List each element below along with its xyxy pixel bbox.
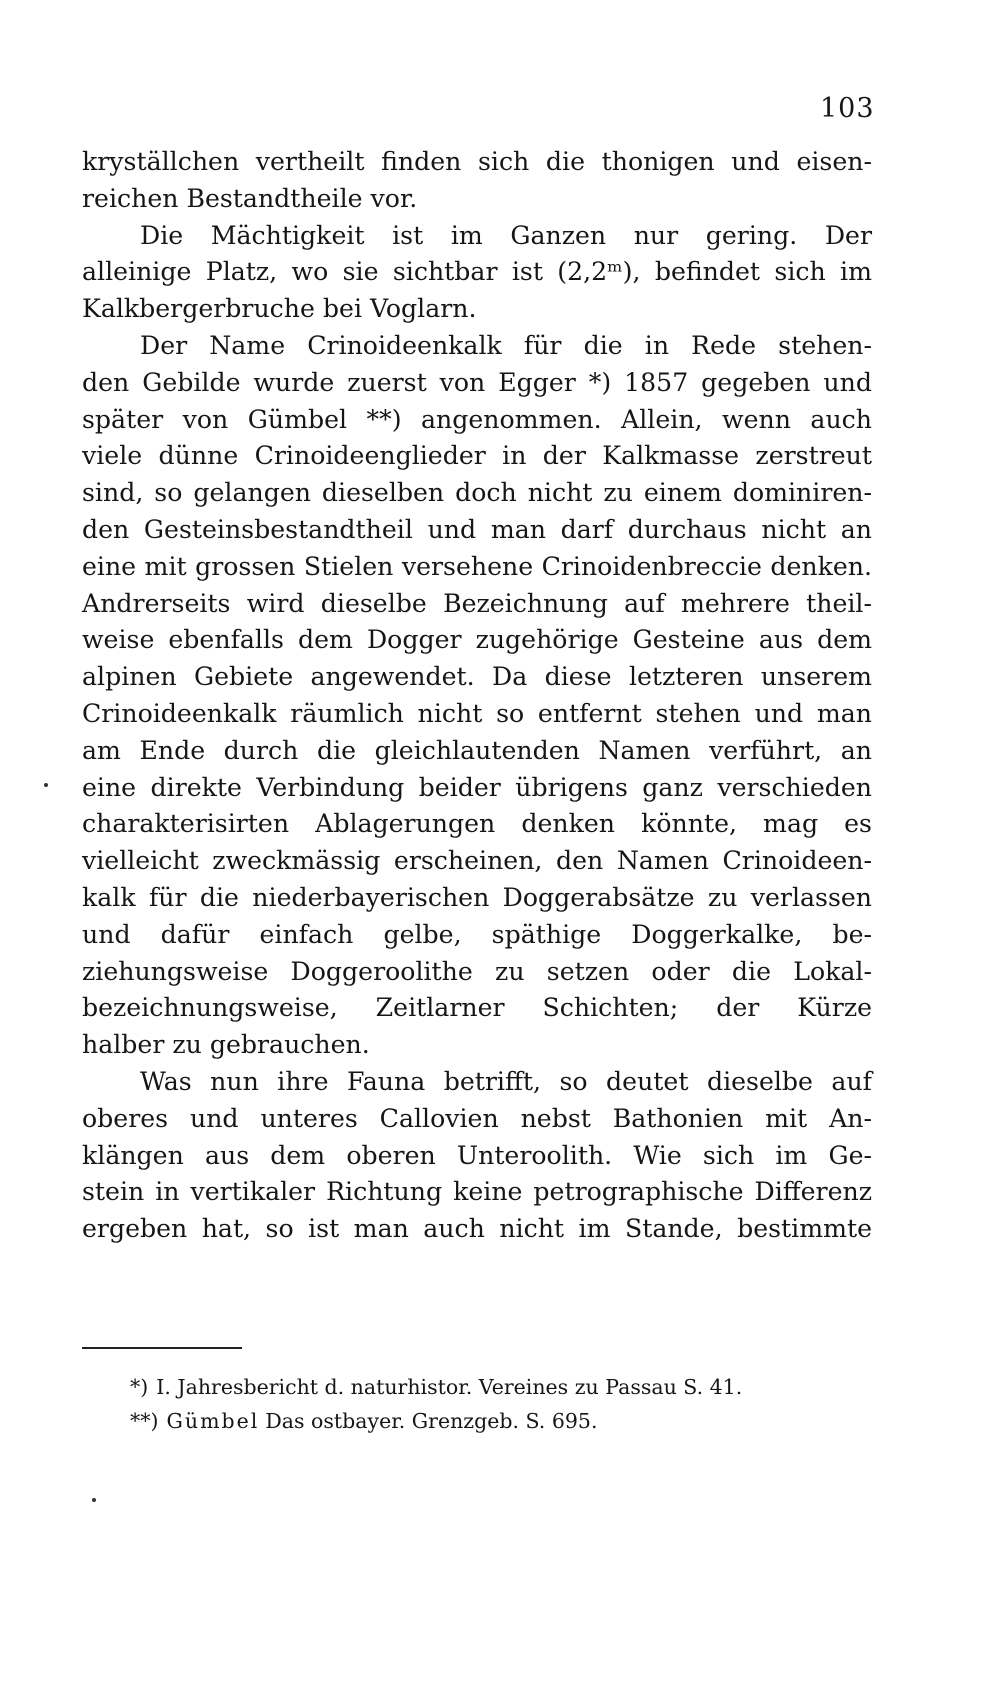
text-line: Crinoideenkalk räumlich nicht so entfernt stehen und man bbox=[82, 698, 872, 728]
text-line: Andrerseits wird dieselbe Bezeichnung auf mehrere theil- bbox=[82, 588, 872, 618]
text-line: und dafür einfach gelbe, späthige Doggerkalke, be- bbox=[82, 919, 872, 949]
text-line: eine mit grossen Stielen versehene Crinoidenbreccie denken. bbox=[82, 551, 872, 581]
text-line: reichen Bestandtheile vor. bbox=[82, 183, 418, 213]
text-line: kalk für die niederbayerischen Doggerabsätze zu verlassen bbox=[82, 882, 872, 912]
text-line: ergeben hat, so ist man auch nicht im Stande, bestimmte bbox=[82, 1214, 872, 1244]
text-line: alpinen Gebiete angewendet. Da diese letzteren unserem bbox=[82, 662, 872, 692]
page-number: 103 bbox=[820, 93, 875, 124]
footnotes bbox=[130, 1370, 742, 1438]
text-line: sind, so gelangen dieselben doch nicht zu einem dominiren- bbox=[82, 478, 872, 508]
footnote-divider bbox=[82, 1347, 242, 1349]
text-line: den Gesteinsbestandtheil und man darf durchaus nicht an bbox=[82, 514, 872, 544]
text-line: ziehungsweise Doggeroolithe zu setzen oder die Lokal- bbox=[82, 956, 872, 986]
body-text bbox=[82, 144, 872, 1248]
text-line: später von Gümbel **) angenommen. Allein, wenn auch bbox=[82, 404, 872, 434]
text-line: stein in vertikaler Richtung keine petrographische Differenz bbox=[82, 1177, 872, 1207]
text-line: oberes und unteres Callovien nebst Bathonien mit An- bbox=[82, 1103, 872, 1133]
text-line: Was nun ihre Fauna betrifft, so deutet dieselbe auf bbox=[140, 1066, 872, 1096]
text-line: halber zu gebrauchen. bbox=[82, 1030, 370, 1060]
text-line: bezeichnungsweise, Zeitlarner Schichten; der Kürze bbox=[82, 993, 872, 1023]
footnote-text: I. Jahresbericht d. naturhistor. Vereines zu Passau S. 41. bbox=[156, 1375, 743, 1399]
footnote-text: Das ostbayer. Grenzgeb. S. 695. bbox=[265, 1409, 598, 1433]
text-line: Der Name Crinoideenkalk für die in Rede stehen- bbox=[140, 330, 872, 360]
text-line: weise ebenfalls dem Dogger zugehörige Gesteine aus dem bbox=[82, 625, 872, 655]
footnote-marker: *) bbox=[130, 1375, 149, 1399]
scan-speck bbox=[44, 783, 48, 787]
text-line: viele dünne Crinoideenglieder in der Kalkmasse zerstreut bbox=[82, 441, 872, 471]
text-line: den Gebilde wurde zuerst von Egger *) 1857 gegeben und bbox=[82, 367, 872, 397]
footnote bbox=[130, 1404, 742, 1438]
text-line: kryställchen vertheilt finden sich die thonigen und eisen- bbox=[82, 147, 872, 176]
text-line: klängen aus dem oberen Unteroolith. Wie sich im Ge- bbox=[82, 1140, 872, 1170]
footnote bbox=[130, 1370, 742, 1404]
scan-speck bbox=[92, 1498, 96, 1502]
text-line: am Ende durch die gleichlautenden Namen verführt, an bbox=[82, 735, 872, 765]
footnote-author: Gümbel bbox=[166, 1409, 260, 1433]
text-line: eine direkte Verbindung beider übrigens ganz verschieden bbox=[82, 772, 872, 802]
text-line: alleinige Platz, wo sie sichtbar ist (2,2ᵐ), befindet sich im bbox=[82, 257, 872, 287]
text-line: Die Mächtigkeit ist im Ganzen nur gering. Der bbox=[140, 220, 872, 250]
text-line: Kalkbergerbruche bei Voglarn. bbox=[82, 294, 477, 324]
text-line: vielleicht zweckmässig erscheinen, den Namen Crinoideen- bbox=[82, 846, 872, 876]
text-line: charakterisirten Ablagerungen denken könnte, mag es bbox=[82, 809, 872, 839]
footnote-marker: **) bbox=[130, 1409, 159, 1433]
